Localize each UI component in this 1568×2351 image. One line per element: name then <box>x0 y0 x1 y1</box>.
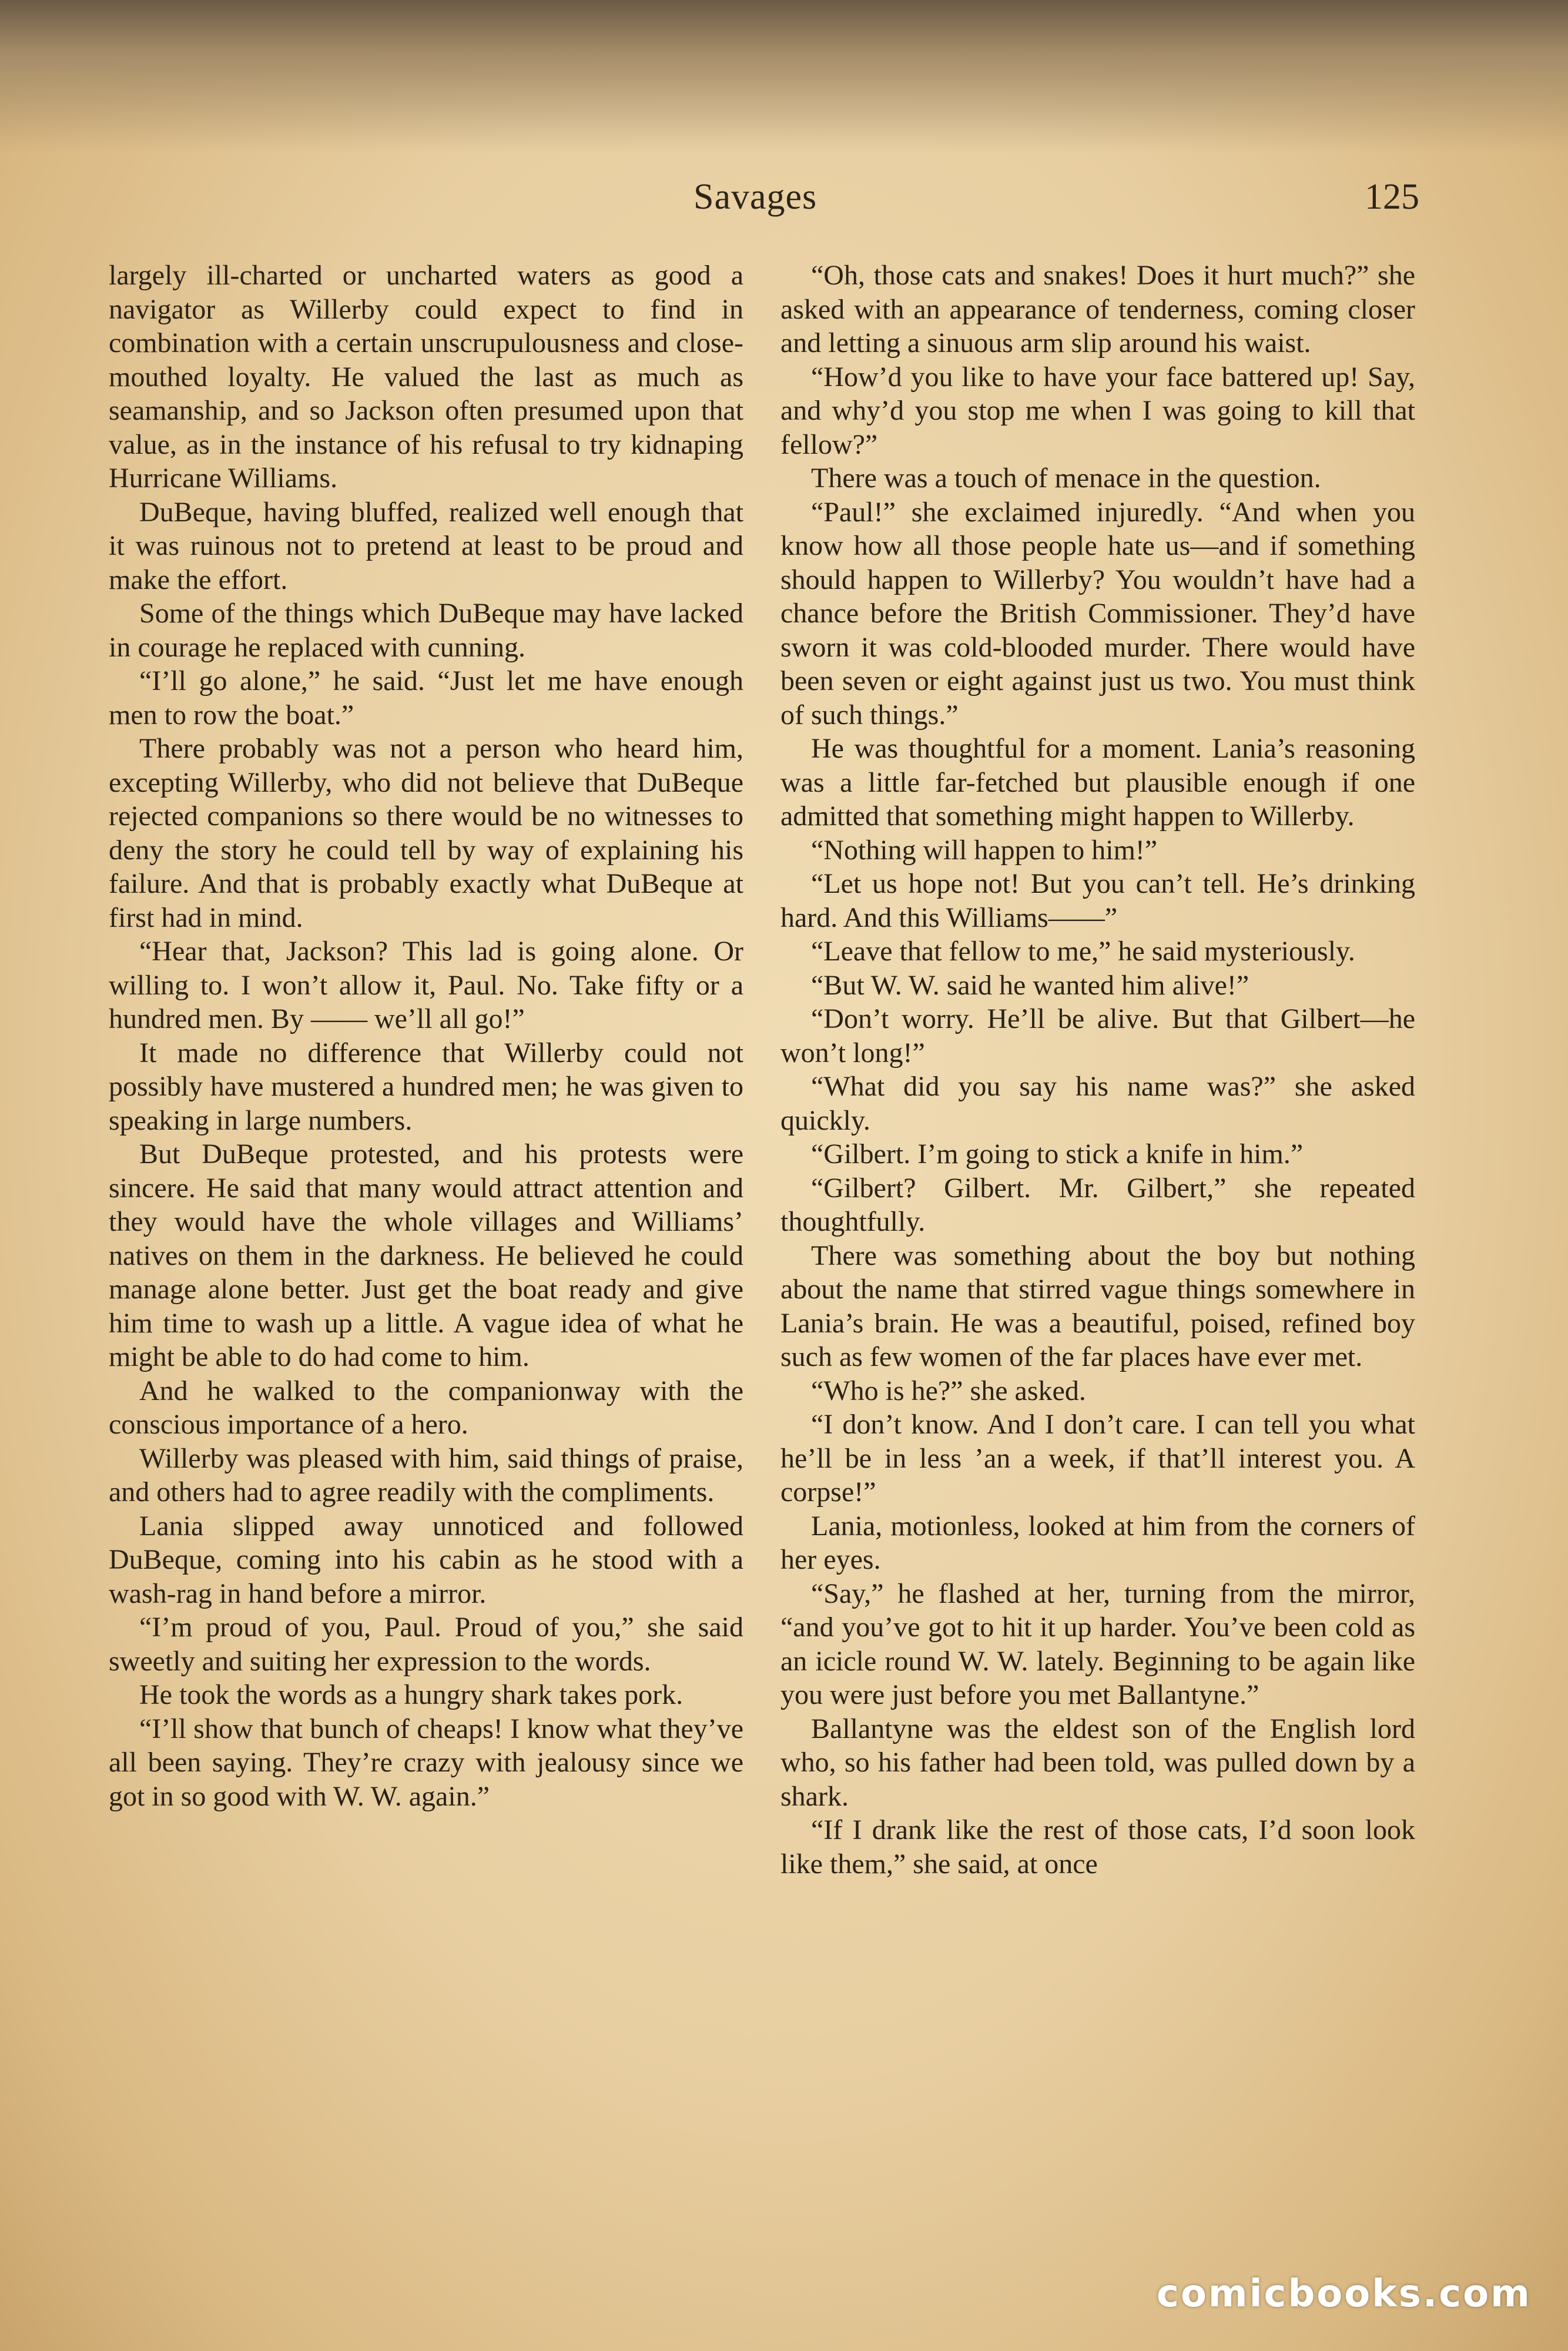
paragraph: “I’ll go alone,” he said. “Just let me have enough men to row the boat.” <box>109 665 743 731</box>
paragraph: “Paul!” she exclaimed injuredly. “And when you know how all those people hate us—and if something should happen to Willerby? You wouldn’t have had a chance before the British Commissioner. They’d have sworn it was cold-blooded murder. There would have been seven or eight against just us two. You must think of such things.” <box>780 496 1415 731</box>
paragraph: Lania slipped away unnoticed and followed DuBeque, coming into his cabin as he stood with a wash-rag in hand before a mirror. <box>109 1510 743 1609</box>
paragraph: “How’d you like to have your face battered up! Say, and why’d you stop me when I was going to kill that fellow?” <box>780 361 1415 460</box>
paragraph: “Let us hope not! But you can’t tell. He’s drinking hard. And this Williams——” <box>780 868 1415 933</box>
paragraph: “Who is he?” she asked. <box>811 1375 1086 1406</box>
paragraph: Lania, motionless, looked at him from the corners of her eyes. <box>780 1510 1415 1575</box>
paragraph: There was a touch of menace in the question. <box>811 463 1321 494</box>
paragraph: Willerby was pleased with him, said things of praise, and others had to agree readily with the compliments. <box>109 1442 743 1508</box>
paragraph: “Gilbert? Gilbert. Mr. Gilbert,” she repeated thoughtfully. <box>780 1172 1415 1237</box>
paragraph: “Oh, those cats and snakes! Does it hurt much?” she asked with an appearance of tenderness, coming closer and letting a sinuous arm slip around his waist. <box>780 260 1415 359</box>
paragraph: “Nothing will happen to him!” <box>811 834 1158 866</box>
page-header <box>0 176 1568 229</box>
paragraph: But DuBeque protested, and his protests were sincere. He said that many would attract attention and they would have the whole villages and Williams’ natives on them in the darkness. He believed he could manage alone better. Just get the boat ready and give him time to wash up a little. A vague idea of what he might be able to do had come to him. <box>109 1138 743 1372</box>
paragraph: There probably was not a person who heard him, excepting Willerby, who did not believe that DuBeque rejected companions so there would be no witnesses to deny the story he could tell by way of explaining his failure. And that is probably exactly what DuBeque at first had in mind. <box>109 733 743 933</box>
paragraph: And he walked to the companionway with the conscious importance of a hero. <box>109 1375 743 1440</box>
paragraph: “Don’t worry. He’ll be alive. But that Gilbert—he won’t long!” <box>780 1003 1415 1069</box>
paragraph: “What did you say his name was?” she asked quickly. <box>780 1071 1415 1136</box>
paragraph: He was thoughtful for a moment. Lania’s reasoning was a little far-fetched but plausible enough if one admitted that something might happen to Willerby. <box>780 733 1415 832</box>
paragraph: “I’ll show that bunch of cheaps! I know what they’ve all been saying. They’re crazy with jealousy since we got in so good with W. W. again.” <box>109 1713 743 1812</box>
paragraph: “Say,” he flashed at her, turning from the mirror, “and you’ve got to hit it up harder. You’ve been cold as an icicle round W. W. lately. Beginning to be again like you were just before you met Ballantyne.” <box>780 1578 1415 1710</box>
paragraph: “Gilbert. I’m going to stick a knife in him.” <box>811 1138 1304 1170</box>
right-column <box>780 259 1415 1881</box>
paragraph: “I’m proud of you, Paul. Proud of you,” she said sweetly and suiting her expression to the words. <box>109 1612 743 1677</box>
running-title: Savages <box>693 177 817 217</box>
paragraph: Ballantyne was the eldest son of the English lord who, so his father had been told, was pulled down by a shark. <box>780 1713 1415 1812</box>
paragraph: Some of the things which DuBeque may have lacked in courage he replaced with cunning. <box>109 598 743 663</box>
paragraph: DuBeque, having bluffed, realized well enough that it was ruinous not to pretend at least to be proud and make the effort. <box>109 496 743 595</box>
paragraph: He took the words as a hungry shark takes pork. <box>139 1679 684 1710</box>
paragraph: It made no difference that Willerby could not possibly have mustered a hundred men; he was given to speaking in large numbers. <box>109 1037 743 1136</box>
paragraph: “If I drank like the rest of those cats, I’d soon look like them,” she said, at once <box>780 1814 1415 1880</box>
paragraph: “Leave that fellow to me,” he said mysteriously. <box>811 936 1355 967</box>
paragraph: “But W. W. said he wanted him alive!” <box>811 969 1249 1001</box>
paragraph: “I don’t know. And I don’t care. I can tell you what he’ll be in less ’an a week, if that’ll interest you. A corpse!” <box>780 1409 1415 1508</box>
watermark: comicbooks.com <box>1157 2272 1532 2316</box>
paragraph: There was something about the boy but nothing about the name that stirred vague things somewhere in Lania’s brain. He was a beautiful, poised, refined boy such as few women of the far places have ever met. <box>780 1240 1415 1372</box>
paragraph: “Hear that, Jackson? This lad is going alone. Or willing to. I won’t allow it, Paul. No. Take fifty or a hundred men. By —— we’ll all go!” <box>109 936 743 1034</box>
page-number: 125 <box>1365 177 1419 217</box>
left-column <box>109 259 743 1813</box>
paragraph: largely ill-charted or uncharted waters as good a navigator as Willerby could expect to find in combination with a certain unscrupulousness and close-mouthed loyalty. He valued the last as much as seamanship, and so Jackson often presumed upon that value, as in the instance of his refusal to try kidnaping Hurricane Williams. <box>109 260 743 494</box>
